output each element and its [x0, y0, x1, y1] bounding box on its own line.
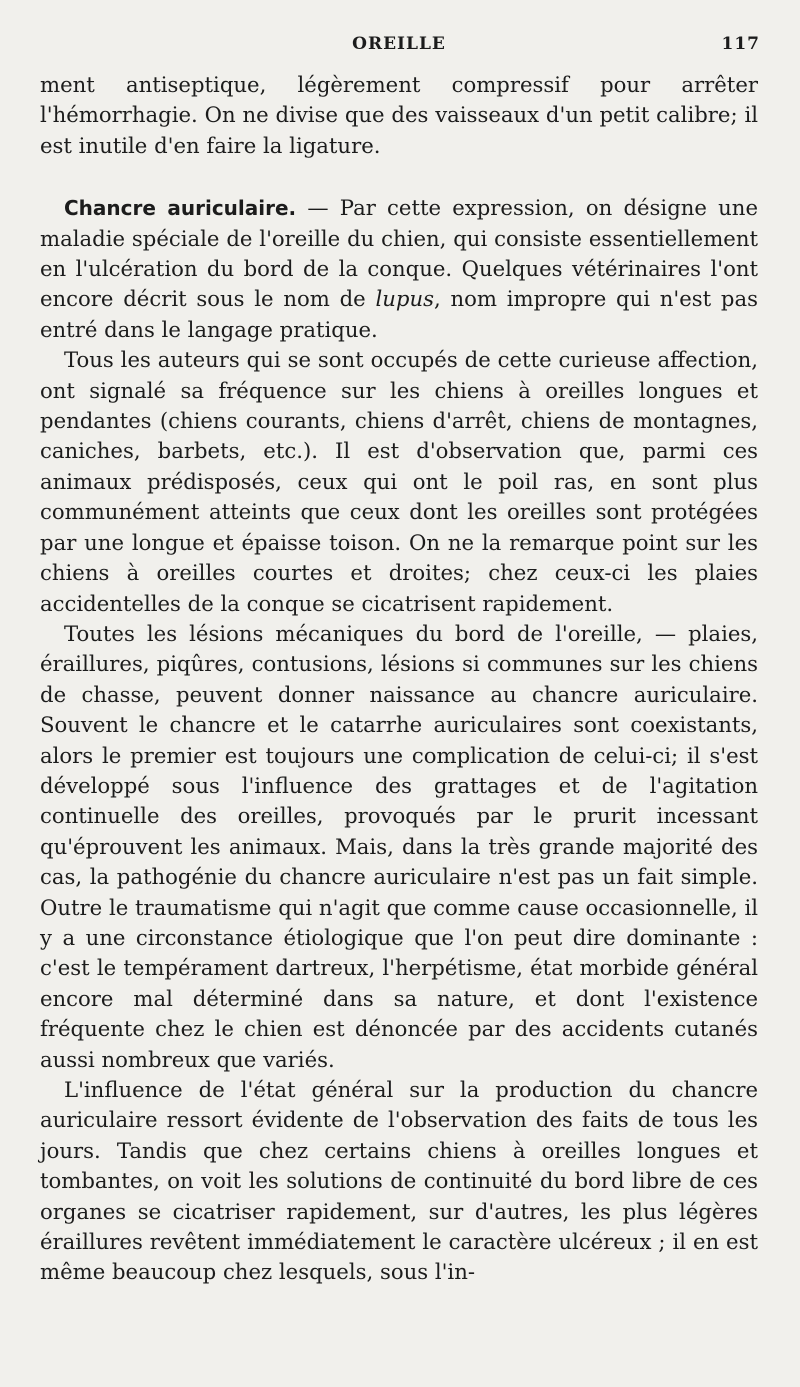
italic-term: lupus — [375, 286, 434, 312]
body-text — [40, 70, 758, 1288]
paragraph: Tous les auteurs qui se sont occupés de cette curieuse affection, ont signalé sa fréquence sur les chiens à oreilles longues et pendantes (chiens courants, chiens d'arrêt, chiens de montagnes, caniches, barbets, etc.). Il est d'observation que, parmi ces animaux prédisposés, ceux qui ont le poil ras, en sont plus communément atteints que ceux dont les oreilles sont protégées par une longue et épaisse toison. On ne la remarque point sur les chiens à oreilles courtes et droites; chez ceux-ci les plaies accidentelles de la conque se cicatrisent rapidement. — [40, 347, 758, 616]
section-term: Chancre auriculaire. — [64, 196, 297, 221]
running-title: OREILLE — [352, 34, 446, 54]
running-header — [40, 34, 758, 64]
paragraph: Toutes les lésions mécaniques du bord de l'oreille, — plaies, éraillures, piqûres, contusions, lésions si communes sur les chiens de chasse, peuvent donner naissance au chancre auriculaire. Souvent le chancre et le catarrhe auriculaires sont coexistants, alors le premier est toujours une complication de celui-ci; il s'est développé sous l'influence des grattages et de l'agitation continuelle des oreilles, provoqués par le prurit incessant qu'éprouvent les animaux. Mais, dans la très grande majorité des cas, la pathogénie du chancre auriculaire n'est pas un fait simple. Outre le traumatisme qui n'agit que comme cause occasionnelle, il y a une circonstance étiologique que l'on peut dire dominante : c'est le tempérament dartreux, l'herpétisme, état morbide général encore mal déterminé dans sa nature, et dont l'existence fréquente chez le chien est dénoncée par des accidents cutanés aussi nombreux que variés. — [40, 620, 758, 1072]
page-number: 117 — [721, 34, 760, 54]
paragraph-continuation: ment antiseptique, légèrement compressif pour arrêter l'hémorrhagie. On ne divise que des vaisseaux d'un petit calibre; il est inutile d'en faire la ligature. — [40, 72, 758, 158]
section-paragraph-chancre — [40, 193, 758, 345]
paragraph: L'influence de l'état général sur la production du chancre auriculaire ressort évidente de l'observation des faits de tous les jours. Tandis que chez certains chiens à oreilles longues et tombantes, on voit les solutions de continuité du bord libre de ces organes se cicatriser rapidement, sur d'autres, les plus légères éraillures revêtent immédiatement le caractère ulcéreux ; il en est même beaucoup chez lesquels, sous l'in- — [40, 1077, 758, 1285]
section-text-after: , nom impropre qui n'est pas entré dans le langage pratique. — [40, 286, 758, 342]
section-text-before: — Par cette expression, on désigne une maladie spéciale de l'oreille du chien, qui consiste essentiellement en l'ulcération du bord de la conque. Quelques vétérinaires l'ont encore décrit sous le nom de — [40, 195, 758, 312]
